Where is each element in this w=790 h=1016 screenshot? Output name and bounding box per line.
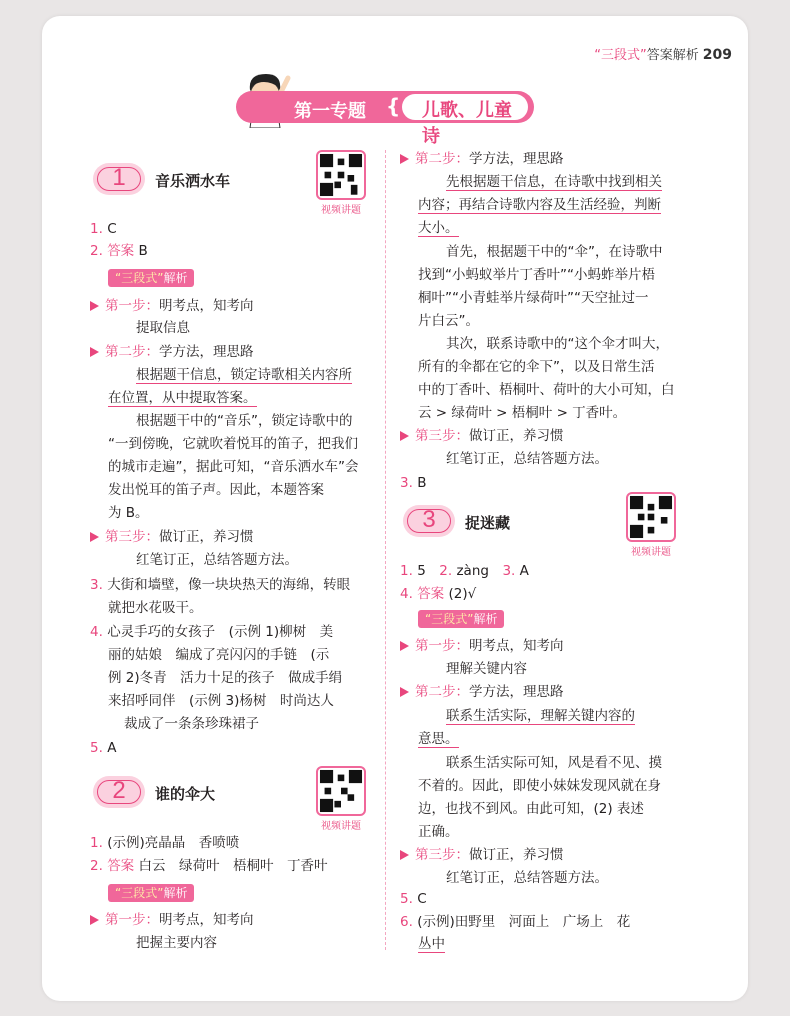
step-1: 第一步：明考点，知考向 xyxy=(90,909,254,931)
analysis-tag: “三段式”解析 xyxy=(108,269,194,287)
banner-brace: { xyxy=(386,94,401,118)
answer-5: 5. A xyxy=(90,740,117,756)
step-2: 第二步：学方法，理思路 xyxy=(400,681,564,703)
header-text: 答案解析 xyxy=(646,48,699,63)
answer-4: 4. 答案 (2)√ xyxy=(400,586,477,602)
page-number: 209 xyxy=(702,47,732,63)
step-1-body: 提取信息 xyxy=(136,320,190,336)
step-3-body: 红笔订正，总结答题方法。 xyxy=(446,451,608,467)
answer-5: 5. C xyxy=(400,891,427,907)
analysis-tag: “三段式”解析 xyxy=(108,884,194,902)
banner-title: 第一专题 xyxy=(294,101,366,122)
para-line: 发出悦耳的笛子声。因此，本题答案 xyxy=(108,482,324,498)
step-2-line-2: 内容；再结合诗歌内容及生活经验，判断 xyxy=(418,197,661,213)
analysis-tag: “三段式”解析 xyxy=(418,610,504,628)
step-1: 第一步：明考点，知考向 xyxy=(90,295,254,317)
answer-4-cont: 裁成了一条条珍珠裙子 xyxy=(124,716,259,732)
answer-3: 3. B xyxy=(400,475,427,491)
step-3-body: 红笔订正，总结答题方法。 xyxy=(446,870,608,886)
answer-4: 4. 心灵手巧的女孩子 (示例 1)柳树 美 xyxy=(90,624,334,640)
para-line: 为 B。 xyxy=(108,505,149,521)
banner-subtitle: 儿歌、儿童诗 xyxy=(422,100,512,147)
step-1-body: 理解关键内容 xyxy=(446,661,527,677)
step-3: 第三步：做订正，养习惯 xyxy=(90,526,254,548)
section-title: 谁的伞大 xyxy=(155,785,216,803)
answer-1: 1. C xyxy=(90,221,117,237)
running-header xyxy=(594,44,732,63)
section-number-badge: 2 xyxy=(93,776,145,808)
answer-6-cont: 丛中 xyxy=(418,936,445,952)
step-2-line-2: 意思。 xyxy=(418,731,459,747)
section-title: 音乐洒水车 xyxy=(155,172,231,190)
answer-1: 1. (示例)亮晶晶 香喷喷 xyxy=(90,835,240,851)
answers-1-3: 1. 5 2. zàng 3. A xyxy=(400,563,529,579)
qr-code-1[interactable] xyxy=(312,150,370,216)
answer-4-cont: 丽的姑娘 编成了亮闪闪的手链 (示 xyxy=(108,647,330,663)
para-line: 桐叶”“小青蛙举片绿荷叶”“天空扯过一 xyxy=(418,290,649,306)
step-2: 第二步：学方法，理思路 xyxy=(90,341,254,363)
qr-code-2[interactable] xyxy=(312,766,370,832)
qr-label: 视频讲题 xyxy=(321,205,361,216)
para-line: 首先，根据题干中的“伞”，在诗歌中 xyxy=(446,244,663,260)
qr-code-icon xyxy=(626,492,676,542)
para-line: 其次，联系诗歌中的“这个伞才叫大， xyxy=(446,336,669,352)
banner-subtitle-box xyxy=(402,94,528,147)
answer-4-cont: 例 2)冬青 活力十足的孩子 做成手绢 xyxy=(108,670,343,686)
column-divider xyxy=(385,150,386,950)
para-line: 正确。 xyxy=(418,824,459,840)
step-1: 第一步：明考点，知考向 xyxy=(400,635,564,657)
step-2: 第二步：学方法，理思路 xyxy=(400,148,564,170)
para-line: 中的丁香叶、梧桐叶、荷叶的大小可知，白 xyxy=(418,382,675,398)
para-line: 的城市走遍”，据此可知，“音乐洒水车”会 xyxy=(108,459,359,475)
step-2-line-3: 大小。 xyxy=(418,220,459,236)
step-1-body: 把握主要内容 xyxy=(136,935,217,951)
para-line: 联系生活实际可知，风是看不见、摸 xyxy=(446,755,662,771)
qr-label: 视频讲题 xyxy=(321,821,361,832)
qr-code-icon xyxy=(316,766,366,816)
answer-3: 3. 大街和墙壁，像一块块热天的海绵，转眼 xyxy=(90,577,351,593)
step-3: 第三步：做订正，养习惯 xyxy=(400,844,564,866)
topic-banner xyxy=(236,91,534,147)
section-number-badge: 3 xyxy=(403,505,455,537)
qr-label: 视频讲题 xyxy=(631,547,671,558)
para-line: 根据题干中的“音乐”，锁定诗歌中的 xyxy=(136,413,353,429)
qr-code-icon xyxy=(316,150,366,200)
section-number-badge: 1 xyxy=(93,163,145,195)
step-2-line-1: 先根据题干信息，在诗歌中找到相关 xyxy=(446,174,662,190)
answer-4-cont: 来招呼同伴 (示例 3)杨树 时尚达人 xyxy=(108,693,334,709)
answer-2: 2. 答案 白云 绿荷叶 梧桐叶 丁香叶 xyxy=(90,858,328,874)
header-quote: “三段式” xyxy=(594,48,647,63)
para-line: 不着的。因此，即使小妹妹发现风就在身 xyxy=(418,778,661,794)
step-2-line-1: 联系生活实际，理解关键内容的 xyxy=(446,708,635,724)
step-3: 第三步：做订正，养习惯 xyxy=(400,425,564,447)
step-2-line-1: 根据题干信息，锁定诗歌相关内容所 xyxy=(136,367,352,383)
step-3-body: 红笔订正，总结答题方法。 xyxy=(136,552,298,568)
para-line: 所有的伞都在它的伞下”，以及日常生活 xyxy=(418,359,655,375)
para-line: 边，也找不到风。由此可知，(2) 表述 xyxy=(418,801,644,817)
section-title: 捉迷藏 xyxy=(465,514,511,532)
qr-code-3[interactable] xyxy=(622,492,680,558)
para-line: 云 > 绿荷叶 > 梧桐叶 > 丁香叶。 xyxy=(418,405,627,421)
para-line: 找到“小蚂蚁举片丁香叶”“小蚂蚱举片梧 xyxy=(418,267,655,283)
answer-3-cont: 就把水花吸干。 xyxy=(108,600,203,616)
step-2-line-2: 在位置，从中提取答案。 xyxy=(108,390,257,406)
para-line: “一到傍晚，它就吹着悦耳的笛子，把我们 xyxy=(108,436,358,452)
answer-6: 6. (示例)田野里 河面上 广场上 花 xyxy=(400,914,631,930)
answer-2: 2. 答案 B xyxy=(90,243,148,259)
para-line: 片白云”。 xyxy=(418,313,479,329)
